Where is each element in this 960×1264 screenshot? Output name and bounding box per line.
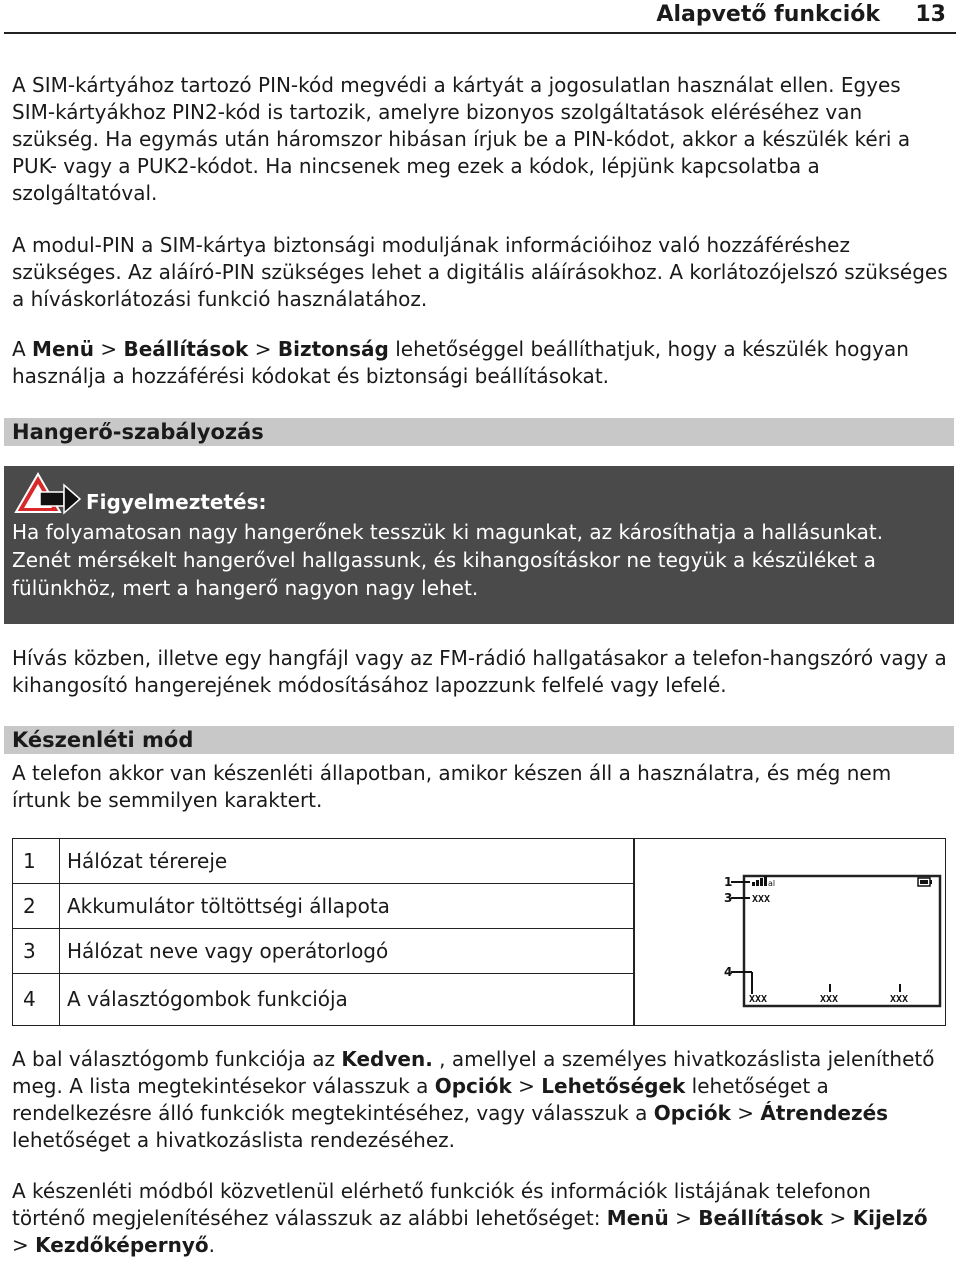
- row-number: 4: [13, 974, 60, 1025]
- warning-title: Figyelmeztetés:: [86, 490, 267, 514]
- row-label: Hálózat térereje: [67, 849, 228, 873]
- menu-path-menu: Menü: [32, 337, 94, 361]
- operator-name: XXX: [752, 894, 771, 905]
- rearrange-label: Átrendezés: [760, 1101, 889, 1125]
- security-settings-paragraph: A Menü > Beállítások > Biztonság lehetőséggel beállíthatjuk, hogy a készülék hogyan használja a hozzáférési kódokat és biztonsági beállításokat.: [12, 337, 909, 388]
- warning-icon: [14, 472, 82, 518]
- left-softkey-paragraph: A bal választógomb funkciója az Kedven. , amellyel a személyes hivatkozáslista jeleníthető meg. A lista megtekintésekor válasszuk a Opciók > Lehetőségek lehetőséget a rendelkezésre álló funkciók megtekintéséhez, vagy válasszuk a Opciók > Átrendezés lehetőséget a hivatkozáslista rendezéséhez.: [12, 1047, 935, 1152]
- right-softkey: XXX: [890, 994, 909, 1005]
- standby-paragraph: A telefon akkor van készenléti állapotban, amikor készen áll a használatra, és még nem írtunk be semmilyen karaktert.: [12, 761, 892, 812]
- options-label: Opciók: [653, 1101, 731, 1125]
- screen-frame: [744, 876, 940, 1006]
- warning-box: [4, 466, 954, 624]
- row-label: A választógombok funkciója: [67, 987, 348, 1011]
- callout-3: 3: [724, 891, 733, 905]
- menu-path-settings: Beállítások: [123, 337, 249, 361]
- favourites-label: Kedven.: [341, 1047, 433, 1071]
- options-label: Opciók: [434, 1074, 512, 1098]
- svg-text:al: al: [768, 879, 776, 888]
- row-number: 2: [13, 884, 60, 928]
- section-heading-volume: Hangerő-szabályozás: [4, 418, 954, 446]
- home-screen-paragraph: A készenléti módból közvetlenül elérhető funkciók és információk listájának telefonon történő megjelenítéséhez válasszuk az alábbi lehetőséget: Menü > Beállítások > Kijelző > Kezdőképernyő.: [12, 1179, 928, 1257]
- row-number: 1: [13, 839, 60, 883]
- settings-label: Beállítások: [698, 1206, 824, 1230]
- left-softkey: XXX: [749, 994, 768, 1005]
- home-screen-label: Kezdőképernyő: [35, 1233, 209, 1257]
- middle-softkey: XXX: [820, 994, 839, 1005]
- row-label: Hálózat neve vagy operátorlogó: [67, 939, 389, 963]
- table-row: [13, 839, 633, 884]
- possibilities-label: Lehetőségek: [541, 1074, 686, 1098]
- display-label: Kijelző: [852, 1206, 928, 1230]
- module-pin-paragraph: A modul-PIN a SIM-kártya biztonsági moduljának információihoz való hozzáféréshez szükséges. Az aláíró-PIN szükséges lehet a digitális aláírásokhoz. A korlátozójelszó szükséges a híváskorlátozási funkció használatához.: [12, 233, 948, 311]
- row-label: Akkumulátor töltöttségi állapota: [67, 894, 390, 918]
- warning-text: Ha folyamatosan nagy hangerőnek tesszük ki magunkat, az károsíthatja a hallásunkat. Zenét mérsékelt hangerővel hallgassunk, és kihangosításkor ne tegyük a készüléket a fülünkhöz, mert a hangerő nagyon nagy lehet.: [12, 520, 884, 600]
- section-heading-standby: Készenléti mód: [4, 726, 954, 754]
- table-row: [13, 974, 633, 1025]
- table-row: [13, 929, 633, 974]
- standby-screen-diagram: [722, 872, 947, 1012]
- volume-paragraph: Hívás közben, illetve egy hangfájl vagy az FM-rádió hallgatásakor a telefon-hangszóró vagy a kihangosító hangerejének módosításához lapozzunk felfelé vagy lefelé.: [12, 646, 947, 697]
- table-row: [13, 884, 633, 929]
- callout-1: 1: [724, 875, 733, 889]
- menu-label: Menü: [606, 1206, 669, 1230]
- callout-4: 4: [724, 965, 733, 979]
- page-header: [4, 0, 956, 34]
- table-divider: [633, 839, 635, 1025]
- menu-path-security: Biztonság: [277, 337, 389, 361]
- pin-code-paragraph: A SIM-kártyához tartozó PIN-kód megvédi a kártyát a jogosulatlan használat ellen. Egyes SIM-kártyákhoz PIN2-kód is tartozik, amelyre bizonyos szolgáltatások eléréséhez van szükség. Ha egymás után háromszor hibásan írjuk be a PIN-kódot, akkor a készülék kéri a PUK- vagy a PUK2-kódot. Ha nincsenek meg ezek a kódok, lépjünk kapcsolatba a szolgáltatóval.: [12, 73, 911, 205]
- row-number: 3: [13, 929, 60, 973]
- chapter-title: Alapvető funkciók: [656, 2, 880, 27]
- page-number: 13: [915, 2, 946, 27]
